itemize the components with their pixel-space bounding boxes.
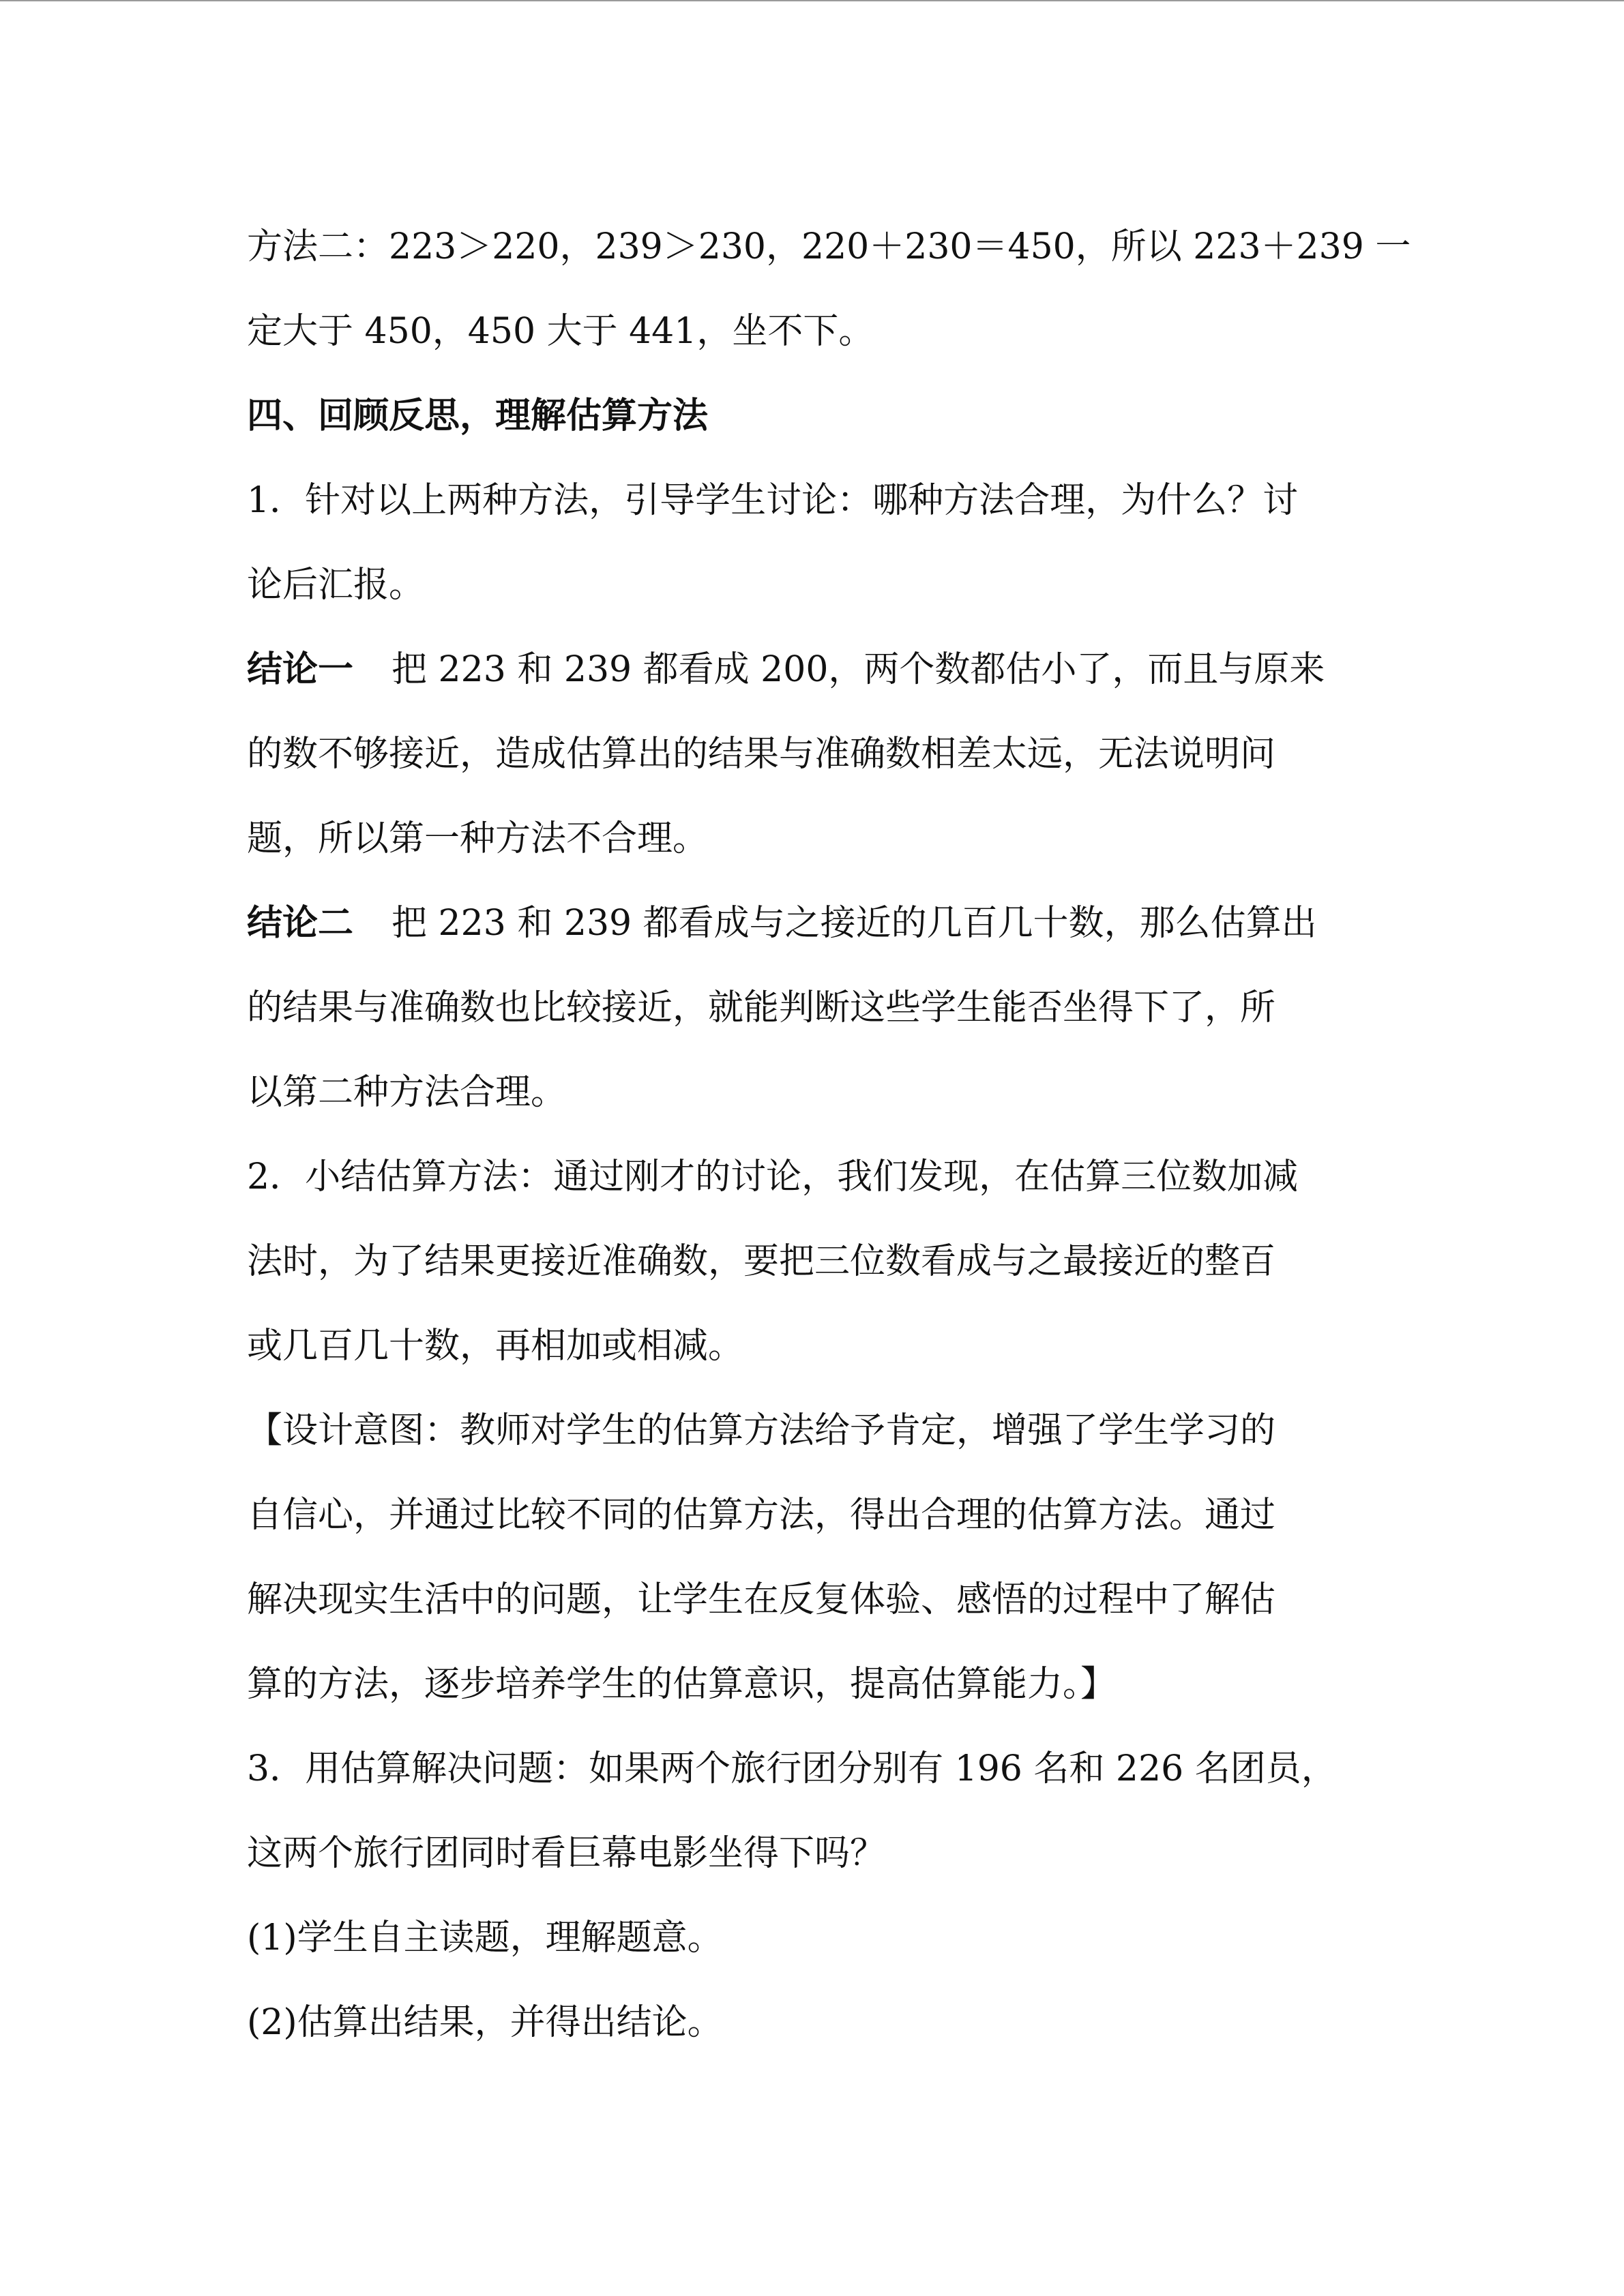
text-line: 或几百几十数，再相加或相减。 — [247, 1326, 744, 1367]
text-line: 这两个旅行团同时看巨幕电影坐得下吗？ — [247, 1833, 886, 1874]
conclusion-two-label: 结论二 — [247, 903, 354, 944]
design-intent-line: 自信心，并通过比较不同的估算方法，得出合理的估算方法。通过 — [247, 1495, 1276, 1536]
design-intent-line: 算的方法，逐步培养学生的估算意识，提高估算能力。】 — [247, 1664, 1117, 1705]
document-page — [247, 205, 1411, 2065]
text-line: 3．用估算解决问题：如果两个旅行团分别有 196 名和 226 名团员， — [247, 1748, 1337, 1789]
conclusion-one-text: 把 223 和 239 都看成 200，两个数都估小了，而且与原来 — [392, 649, 1325, 690]
text-line: 2．小结估算方法：通过刚才的讨论，我们发现，在估算三位数加减 — [247, 1157, 1299, 1197]
text-line: 以第二种方法合理。 — [247, 1072, 567, 1113]
design-intent-line: 解决现实生活中的问题，让学生在反复体验、感悟的过程中了解估 — [247, 1579, 1276, 1620]
section-heading: 四、回顾反思，理解估算方法 — [247, 396, 709, 436]
text-line: 的结果与准确数也比较接近，就能判断这些学生能否坐得下了，所 — [247, 987, 1276, 1028]
design-intent-line: 【设计意图：教师对学生的估算方法给予肯定，增强了学生学习的 — [247, 1410, 1276, 1451]
conclusion-two-line — [247, 881, 1379, 966]
text-line: 的数不够接近，造成估算出的结果与准确数相差太远，无法说明问 — [247, 734, 1276, 775]
conclusion-two-text: 把 223 和 239 都看成与之接近的几百几十数，那么估算出 — [392, 903, 1317, 944]
list-item: (1)学生自主读题，理解题意。 — [247, 1918, 723, 1958]
text-line: 论后汇报。 — [247, 565, 425, 606]
list-item: (2)估算出结果，并得出结论。 — [247, 2002, 723, 2043]
text-line: 法时，为了结果更接近准确数，要把三位数看成与之最接近的整百 — [247, 1241, 1276, 1282]
text-line: 方法二：223＞220，239＞230，220＋230＝450，所以 223＋239 一 — [247, 226, 1411, 267]
conclusion-one-line — [247, 627, 1379, 712]
text-line: 题，所以第一种方法不合理。 — [247, 818, 709, 859]
conclusion-one-label: 结论一 — [247, 649, 354, 690]
page-top-border — [0, 0, 1624, 1]
text-line: 1．针对以上两种方法，引导学生讨论：哪种方法合理，为什么？讨 — [247, 480, 1299, 521]
text-line: 定大于 450，450 大于 441，坐不下。 — [247, 311, 874, 352]
